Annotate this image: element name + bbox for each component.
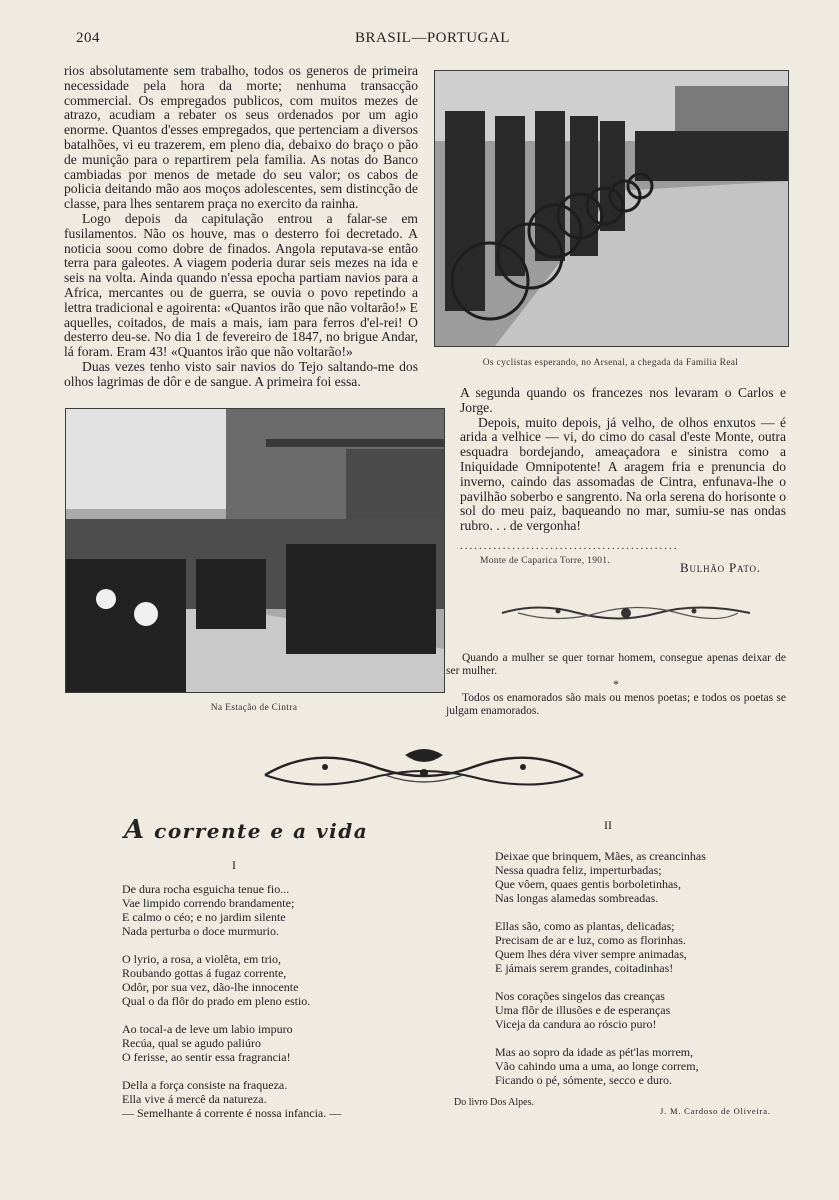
- maxims: [446, 652, 786, 718]
- asterisk: *: [613, 679, 619, 691]
- verse: Nas longas alamedas sombreadas.: [495, 891, 659, 905]
- poem-part2-numeral: II: [604, 818, 612, 832]
- verse: Ellas são, como as plantas, delicadas;: [495, 919, 675, 933]
- photo-station: [65, 408, 445, 693]
- poem-title-initial: A: [124, 815, 146, 845]
- photo-caption-cyclists: Os cyclistas esperando, no Arsenal, a chegada da Familia Real: [482, 358, 739, 368]
- maxim-second: Todos os enamorados são mais ou menos poetas; e todos os poetas se julgam enamorados.: [446, 692, 786, 717]
- verse: Vae limpido correndo brandamente;: [122, 896, 295, 910]
- page-number: 204: [76, 30, 100, 46]
- photo-cyclists: [434, 70, 789, 347]
- verse: — Semelhante á corrente é nossa infancia. —: [122, 1106, 342, 1120]
- verse: Ao tocal-a de leve um labio impuro: [122, 1022, 293, 1036]
- paragraph: Logo depois da capitulação entrou a falar-se em fusilamentos. Não os houve, mas o desterro foi decretado. A noticia soou como dobre de finados. Angola reputava-se então terra para galeotes. A viagem poderia durar seis mezes na ida e seis na volta. Ainda quando n'essa epocha partiam navios para a Africa, mercantes ou de guerra, se ouvia o povo repetindo a lettra tradicional e agoirenta: «Quantos irão que não voltarão!» E aquelles, coitados, de mais a mais, iam para ferros d'el-rei! O desterro deu-se. No dia 1 de fevereiro de 1847, no brigue Andar, lá foram. Eram 43! «Quantos irão que não voltarão!»: [64, 210, 418, 360]
- verse: Della a força consiste na fraqueza.: [122, 1078, 288, 1092]
- place-date: Monte de Caparica Torre, 1901.: [480, 556, 611, 566]
- left-column: [64, 64, 418, 390]
- verse: Precisam de ar e luz, como as florinhas.: [495, 933, 686, 947]
- stanza: [495, 1045, 795, 1087]
- stanza: [495, 919, 795, 975]
- stanza: [122, 1022, 442, 1064]
- stanza: [495, 849, 795, 905]
- paragraph: Depois, muito depois, já velho, de olhos enxutos — é arida a velhice — vi, do cimo do casal d'este Monte, outra esquadra bordejando, ameaçadora e sinistra como a Iniquidade Omnipotente! A aragem fria e prenuncia do inverno, caindo das assomadas de Cintra, enfunava-lhe o pavilhão soberbo e sangrento. Na orla serena do horisonte o sol do meu paiz, baqueando no mar, sumiu-se nas ondas rubro. . . de vergonha!: [460, 414, 786, 534]
- photo-caption-station: Na Estação de Cintra: [210, 703, 298, 713]
- verse: Qual o da flôr do prado em pleno estio.: [122, 994, 311, 1008]
- verse: De dura rocha esguicha tenue fio...: [122, 882, 290, 896]
- verse: Mas ao sopro da idade as pét'las morrem,: [495, 1045, 694, 1059]
- poem-source: Do livro Dos Alpes.: [454, 1097, 534, 1108]
- station-illustration: [66, 409, 444, 692]
- maxim-first: Quando a mulher se quer tornar homem, consegue apenas deixar de ser mulher.: [446, 652, 786, 677]
- verse: E jámais serem grandes, coitadinhas!: [495, 961, 674, 975]
- verse: Que vôem, quaes gentis borboletinhas,: [495, 877, 681, 891]
- stanza: [122, 882, 442, 938]
- stanza: [122, 952, 442, 1008]
- verse: O lyrio, a rosa, a violêta, em trio,: [122, 952, 281, 966]
- verse: Recúa, qual se agudo paliúro: [122, 1036, 261, 1050]
- verse: Nessa quadra feliz, imperturbadas;: [495, 863, 662, 877]
- stanza: [122, 1078, 442, 1120]
- verse: Uma flôr de illusões e de esperanças: [495, 1003, 671, 1017]
- signature: Bulhão Pato.: [680, 560, 761, 575]
- poem-title: [124, 815, 368, 845]
- poem-part1-numeral: I: [232, 858, 236, 872]
- verse: Deixae que brinquem, Mães, as creancinhas: [495, 849, 706, 863]
- verse: O ferisse, ao sentir essa fragrancia!: [122, 1050, 291, 1064]
- separator-dots: ..............................................: [460, 540, 679, 552]
- poem-part2: [495, 849, 795, 1101]
- ornament-vignette: [255, 745, 593, 793]
- poem-author: J. M. Cardoso de Oliveira.: [660, 1106, 771, 1116]
- verse: E calmo o céo; e no jardim silente: [122, 910, 286, 924]
- verse: Ficando o pé, sómente, secco e duro.: [495, 1073, 672, 1087]
- verse: Odôr, por sua vez, dão-lhe innocente: [122, 980, 299, 994]
- stanza: [495, 989, 795, 1031]
- verse: Ella vive á mercê da natureza.: [122, 1092, 267, 1106]
- poem-part1: [122, 882, 442, 1134]
- verse: Nos corações singelos das creanças: [495, 989, 665, 1003]
- paragraph: rios absolutamente sem trabalho, todos os generos de primeira necessidade pela hora da morte; nenhuma transacção commercial. Os empregados publicos, com muitos mezes de atrazo, acudiam a rebater os seus ordenados por um agio enorme. Quantos d'esses empregados, que pertenciam a diversos batalhões, vi eu trazerem, em pleno dia, debaixo do braço o pão de munição para o repartirem pela familia. As notas do Banco cambiadas por menos de metade do seu valor; os cabos de policia deitando mão aos moços adolescentes, sem distincção de classe, para lhes sentarem praça no exercito da rainha.: [64, 63, 418, 212]
- verse: Viceja da candura ao róscio puro!: [495, 1017, 657, 1031]
- paragraph: Duas vezes tenho visto sair navios do Tejo saltando-me dos olhos lagrimas de dôr e de sangue. A primeira foi essa.: [64, 358, 418, 389]
- verse: Quem lhes déra viver sempre animadas,: [495, 947, 687, 961]
- right-column: [460, 386, 786, 534]
- cyclists-illustration: [435, 71, 788, 346]
- ornament-divider: [498, 600, 754, 626]
- verse: Vão cahindo uma a uma, ao longe correm,: [495, 1059, 699, 1073]
- paragraph: A segunda quando os francezes nos levaram o Carlos e Jorge.: [460, 385, 786, 415]
- poem-title-rest: corrente e a vida: [145, 819, 369, 843]
- running-title: BRASIL—PORTUGAL: [355, 30, 510, 46]
- verse: Roubando gottas á fugaz corrente,: [122, 966, 287, 980]
- verse: Nada perturba o doce murmurio.: [122, 924, 279, 938]
